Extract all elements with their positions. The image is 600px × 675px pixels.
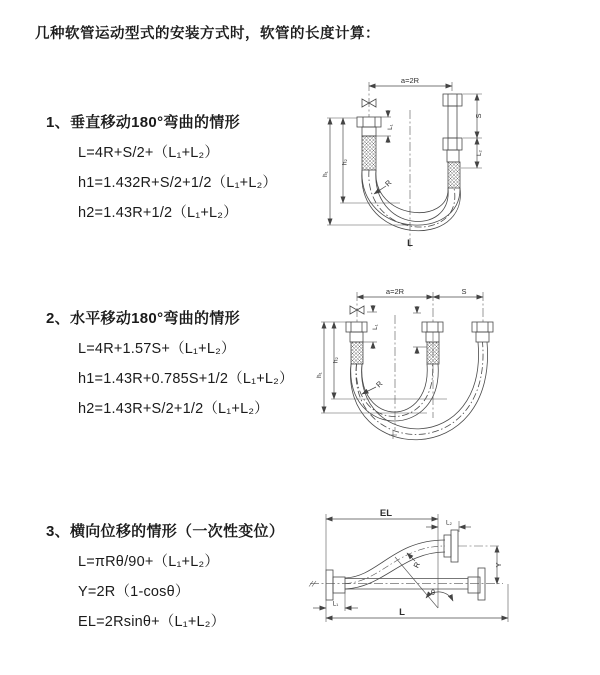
formula-h2: h2=1.43R+S/2+1/2（L₁+L₂） (78, 401, 269, 417)
radius-label: R (374, 379, 385, 390)
dimension-l1 (376, 110, 394, 143)
radius-label: R (383, 178, 394, 189)
diagram-lateral-displacement (298, 500, 600, 650)
formula-h2: h2=1.43R+1/2（L₁+L₂） (78, 205, 238, 221)
theta-label: θ (430, 588, 436, 597)
dimension-s (433, 287, 483, 297)
length-label: L (407, 238, 413, 249)
formula-length: L=πRθ/90+（L₁+L₂） (78, 554, 220, 570)
dim-el-label: EL (379, 508, 393, 519)
dimension-el (326, 508, 438, 570)
dimension-l2 (426, 520, 471, 533)
formula-length: L=4R+1.57S+（L₁+L₂） (78, 341, 236, 357)
right-fitting (472, 322, 493, 342)
dimension-s (461, 94, 483, 168)
section-3-heading: 3、横向位移的情形（一次性变位） (46, 523, 285, 540)
section-horizontal-180-bend (46, 307, 306, 418)
formula-y: Y=2R（1-cosθ） (78, 584, 190, 600)
hose-curves (362, 170, 461, 231)
page-title: 几种软管运动型式的安装方式时，软管的长度计算： (35, 26, 380, 42)
dimension-middle (413, 306, 427, 354)
dim-l1-label: L₁ (332, 600, 339, 608)
dimension-a-2r (357, 287, 433, 297)
dim-h1-label: h₁ (316, 372, 323, 378)
section-lateral-displacement (46, 520, 306, 631)
middle-fitting (422, 322, 443, 364)
dimension-l1 (363, 305, 379, 349)
dim-h2-label: h₂ (341, 159, 349, 165)
dim-l1-label: L₁ (372, 324, 379, 330)
left-fitting (346, 322, 367, 364)
dim-s-label: S (474, 113, 483, 119)
diagram-vertical-180-bend (300, 70, 590, 265)
section-1-heading: 1、垂直移动180°弯曲的情形 (46, 114, 240, 131)
left-fitting (357, 117, 381, 170)
hose-curves (350, 342, 487, 440)
formula-h1: h1=1.43R+0.785S+1/2（L₁+L₂） (78, 371, 294, 387)
dim-a-label: a=2R (385, 287, 405, 296)
dim-l2-label: L₂ (476, 150, 483, 156)
dim-s-label: S (461, 287, 467, 296)
dimension-l1 (313, 593, 358, 611)
formula-el: EL=2Rsinθ+（L₁+L₂） (78, 614, 226, 630)
formula-h1: h1=1.432R+S/2+1/2（L₁+L₂） (78, 175, 278, 191)
section-2-heading: 2、水平移动180°弯曲的情形 (46, 310, 240, 327)
right-fitting-upper (443, 94, 462, 138)
straight-hose (309, 568, 503, 600)
dim-y-label: Y (494, 562, 503, 568)
section-vertical-180-bend (46, 111, 306, 222)
dim-a-label: a=2R (400, 76, 420, 85)
arc-center-mark (389, 431, 397, 439)
dimension-y (494, 546, 503, 584)
moved-flange (444, 530, 501, 562)
displaced-hose-curve (345, 540, 445, 589)
dim-l1-label: L₁ (387, 124, 394, 130)
diagram-horizontal-180-bend (300, 280, 590, 475)
dim-h2-label: h₂ (332, 357, 340, 363)
radius-label: R (411, 560, 422, 570)
dimension-h1-h2 (322, 118, 412, 225)
formula-length: L=4R+S/2+（L₁+L₂） (78, 145, 220, 161)
dimension-a-2r (369, 76, 452, 86)
dim-l-label: L (399, 607, 405, 618)
dimension-l (326, 584, 508, 622)
dim-h1-label: h₁ (322, 171, 329, 177)
right-fitting-lower (443, 138, 462, 188)
dim-l2-label: L₂ (446, 519, 452, 527)
